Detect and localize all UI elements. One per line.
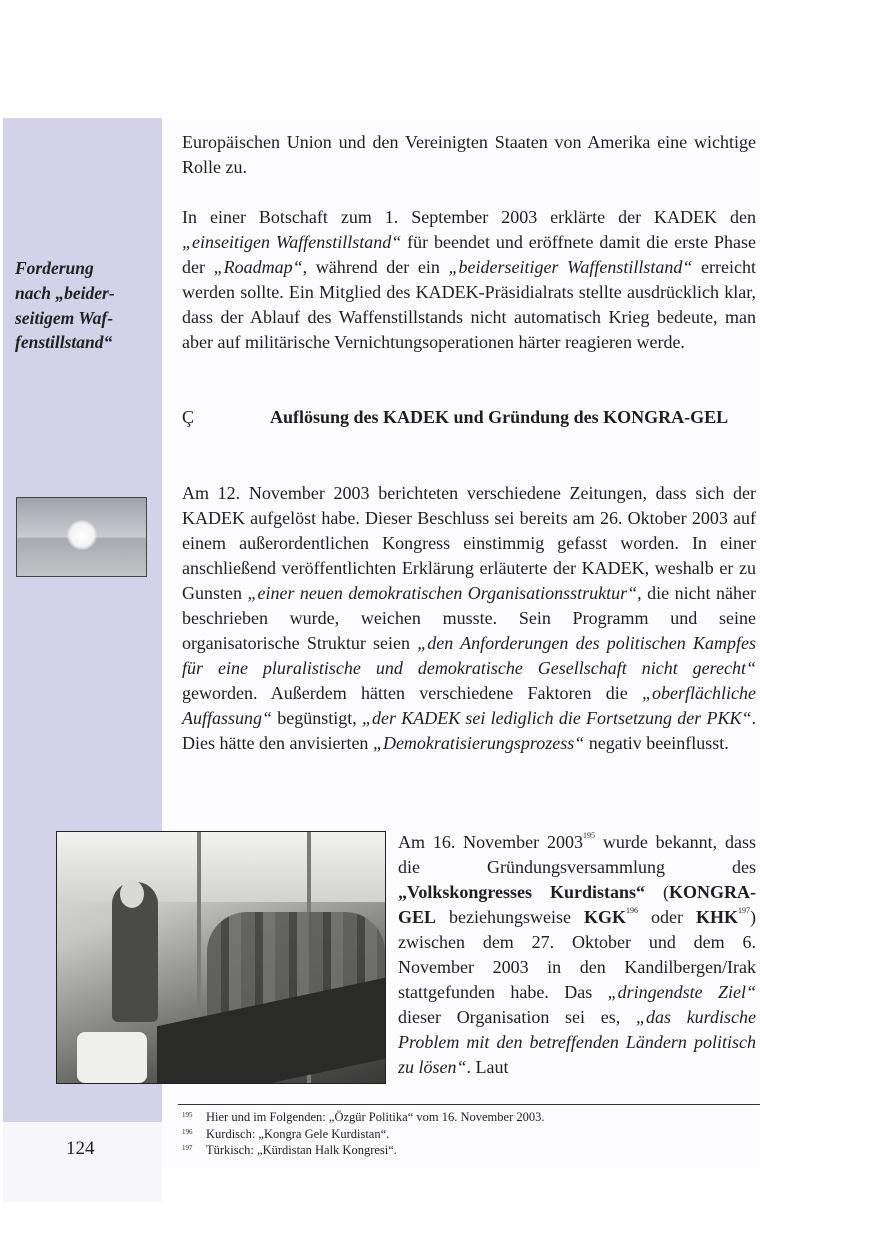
quote: „dringendste Ziel“ (607, 982, 756, 1002)
footnote-ref: 195 (583, 831, 595, 840)
footnote-text: Hier und im Folgenden: „Özgür Politika“ vom 16. November 2003. (206, 1110, 545, 1124)
footnote-text: Türkisch: „Kürdistan Halk Kongresi“. (206, 1143, 397, 1157)
paragraph-1-text: Europäischen Union und den Vereinigten Staaten von Amerika eine wichtige Rolle zu. (182, 132, 756, 177)
paragraph-3 (182, 481, 756, 756)
bold-term: KONGRA-GEL (398, 882, 756, 927)
footnote-number: 196 (182, 1127, 193, 1136)
sidebar-footer-band (3, 1122, 162, 1202)
text-run: Am 12. November 2003 berichteten verschiedene Zeitungen, dass sich der KADEK aufgelöst habe. Dieser Beschluss sei bereits am 26. Oktober 2003 auf einem außerordentlichen Kongress einstimmig gefasst worden. In einer anschließend veröffentlichten Erklärung erläuterte der KADEK, weshalb er zu Gunsten (182, 483, 756, 603)
text-run: begünstigt, (272, 708, 362, 728)
footnote-divider (178, 1104, 760, 1105)
text-run: oder (638, 907, 696, 927)
quote: „der KADEK sei lediglich die Fortsetzung der PKK“ (361, 708, 752, 728)
margin-note-line: nach „beider- (15, 282, 115, 303)
text-run: für beendet und eröffnete damit die erste Phase der (182, 232, 756, 277)
text-run: geworden. Außerdem hätten verschiedene Faktoren die (182, 683, 643, 703)
section-heading-text: Auflösung des KADEK und Gründung des KONGRA-GEL (270, 407, 729, 427)
text-run: , während der ein (302, 257, 449, 277)
quote: „den Anforderungen des politischen Kampfes für eine pluralistische und demokratische Gesellschaft nicht gerecht“ (182, 633, 756, 678)
footnote-ref: 197 (738, 906, 750, 915)
text-run: dieser Organisation sei es, (398, 1007, 636, 1027)
quote: „Demokratisierungsprozess“ (372, 733, 585, 753)
congress-photo (56, 831, 386, 1084)
quote-einseitiger-waffenstillstand: „einseitigen Waffenstillstand“ (182, 232, 402, 252)
quote-beiderseitiger-waffenstillstand: „beiderseitiger Waffenstillstand“ (448, 257, 693, 277)
footnote-number: 195 (182, 1111, 193, 1119)
photo-speaker-head (120, 880, 144, 908)
footnotes (182, 1109, 756, 1159)
paragraph-2 (182, 205, 756, 355)
text-run: beziehungsweise (436, 907, 584, 927)
photo-chair (77, 1032, 147, 1083)
text-run: Am 16. November 2003 (398, 832, 583, 852)
paragraph-4 (398, 830, 756, 1080)
photo-tent-roof (57, 832, 385, 902)
text-run: erreicht werden sollte. Ein Mitglied des KADEK-Präsidialrats stellte ausdrücklich klar, dass der Ablauf des Waffenstillstands nicht automatisch Krieg bedeute, man aber auf militärische Vernichtungsoperationen härter reagieren werde. (182, 257, 756, 352)
text-run: In einer Botschaft zum 1. September 2003 erklärte der KADEK den (182, 207, 756, 227)
text-run: ( (645, 882, 669, 902)
footnote (182, 1109, 756, 1126)
text-run: wurde bekannt, dass die Gründungsversammlung des (398, 832, 756, 877)
bold-term: KGK (583, 907, 626, 927)
text-run: , die nicht näher beschrieben wurde, weichen musste. Sein Programm und seine organisatorische Struktur seien (182, 583, 756, 653)
text-run: ) zwischen dem 27. Oktober und dem 6. November 2003 in den Kandilbergen/Irak stattgefunden habe. Das (398, 907, 756, 1002)
footnote-text: Kurdisch: „Kongra Gele Kurdistan“. (206, 1126, 390, 1141)
footnote-number: 197 (182, 1144, 193, 1152)
section-heading (182, 405, 756, 430)
bold-term: KHK (695, 907, 738, 927)
paragraph-1 (182, 130, 756, 180)
quote-roadmap: „Roadmap“ (213, 257, 303, 277)
kadek-flag-image (16, 497, 147, 577)
quote: „das kurdische Problem mit den betreffenden Ländern politisch zu lösen“ (398, 1007, 757, 1077)
sun-emblem-icon (67, 520, 97, 550)
page-number: 124 (66, 1138, 95, 1159)
bold-term: „Volkskongresses Kurdistans“ (398, 882, 646, 902)
quote: „einer neuen demokratischen Organisationsstruktur“ (247, 583, 638, 603)
text-run: . Laut (466, 1057, 509, 1077)
text-run: . Dies hätte den anvisierten (182, 708, 756, 753)
footnote (182, 1142, 756, 1159)
footnote (182, 1126, 756, 1143)
quote: „oberflächliche Auffassung“ (182, 683, 756, 728)
margin-note-line: fenstillstand“ (15, 332, 113, 353)
margin-note (15, 256, 155, 355)
margin-note-line: Forderung (15, 258, 94, 278)
text-run: negativ beeinflusst. (584, 733, 729, 753)
footnote-ref: 196 (626, 906, 638, 915)
margin-note-line: seitigem Waf- (15, 307, 114, 328)
section-marker: Ç (182, 407, 195, 427)
